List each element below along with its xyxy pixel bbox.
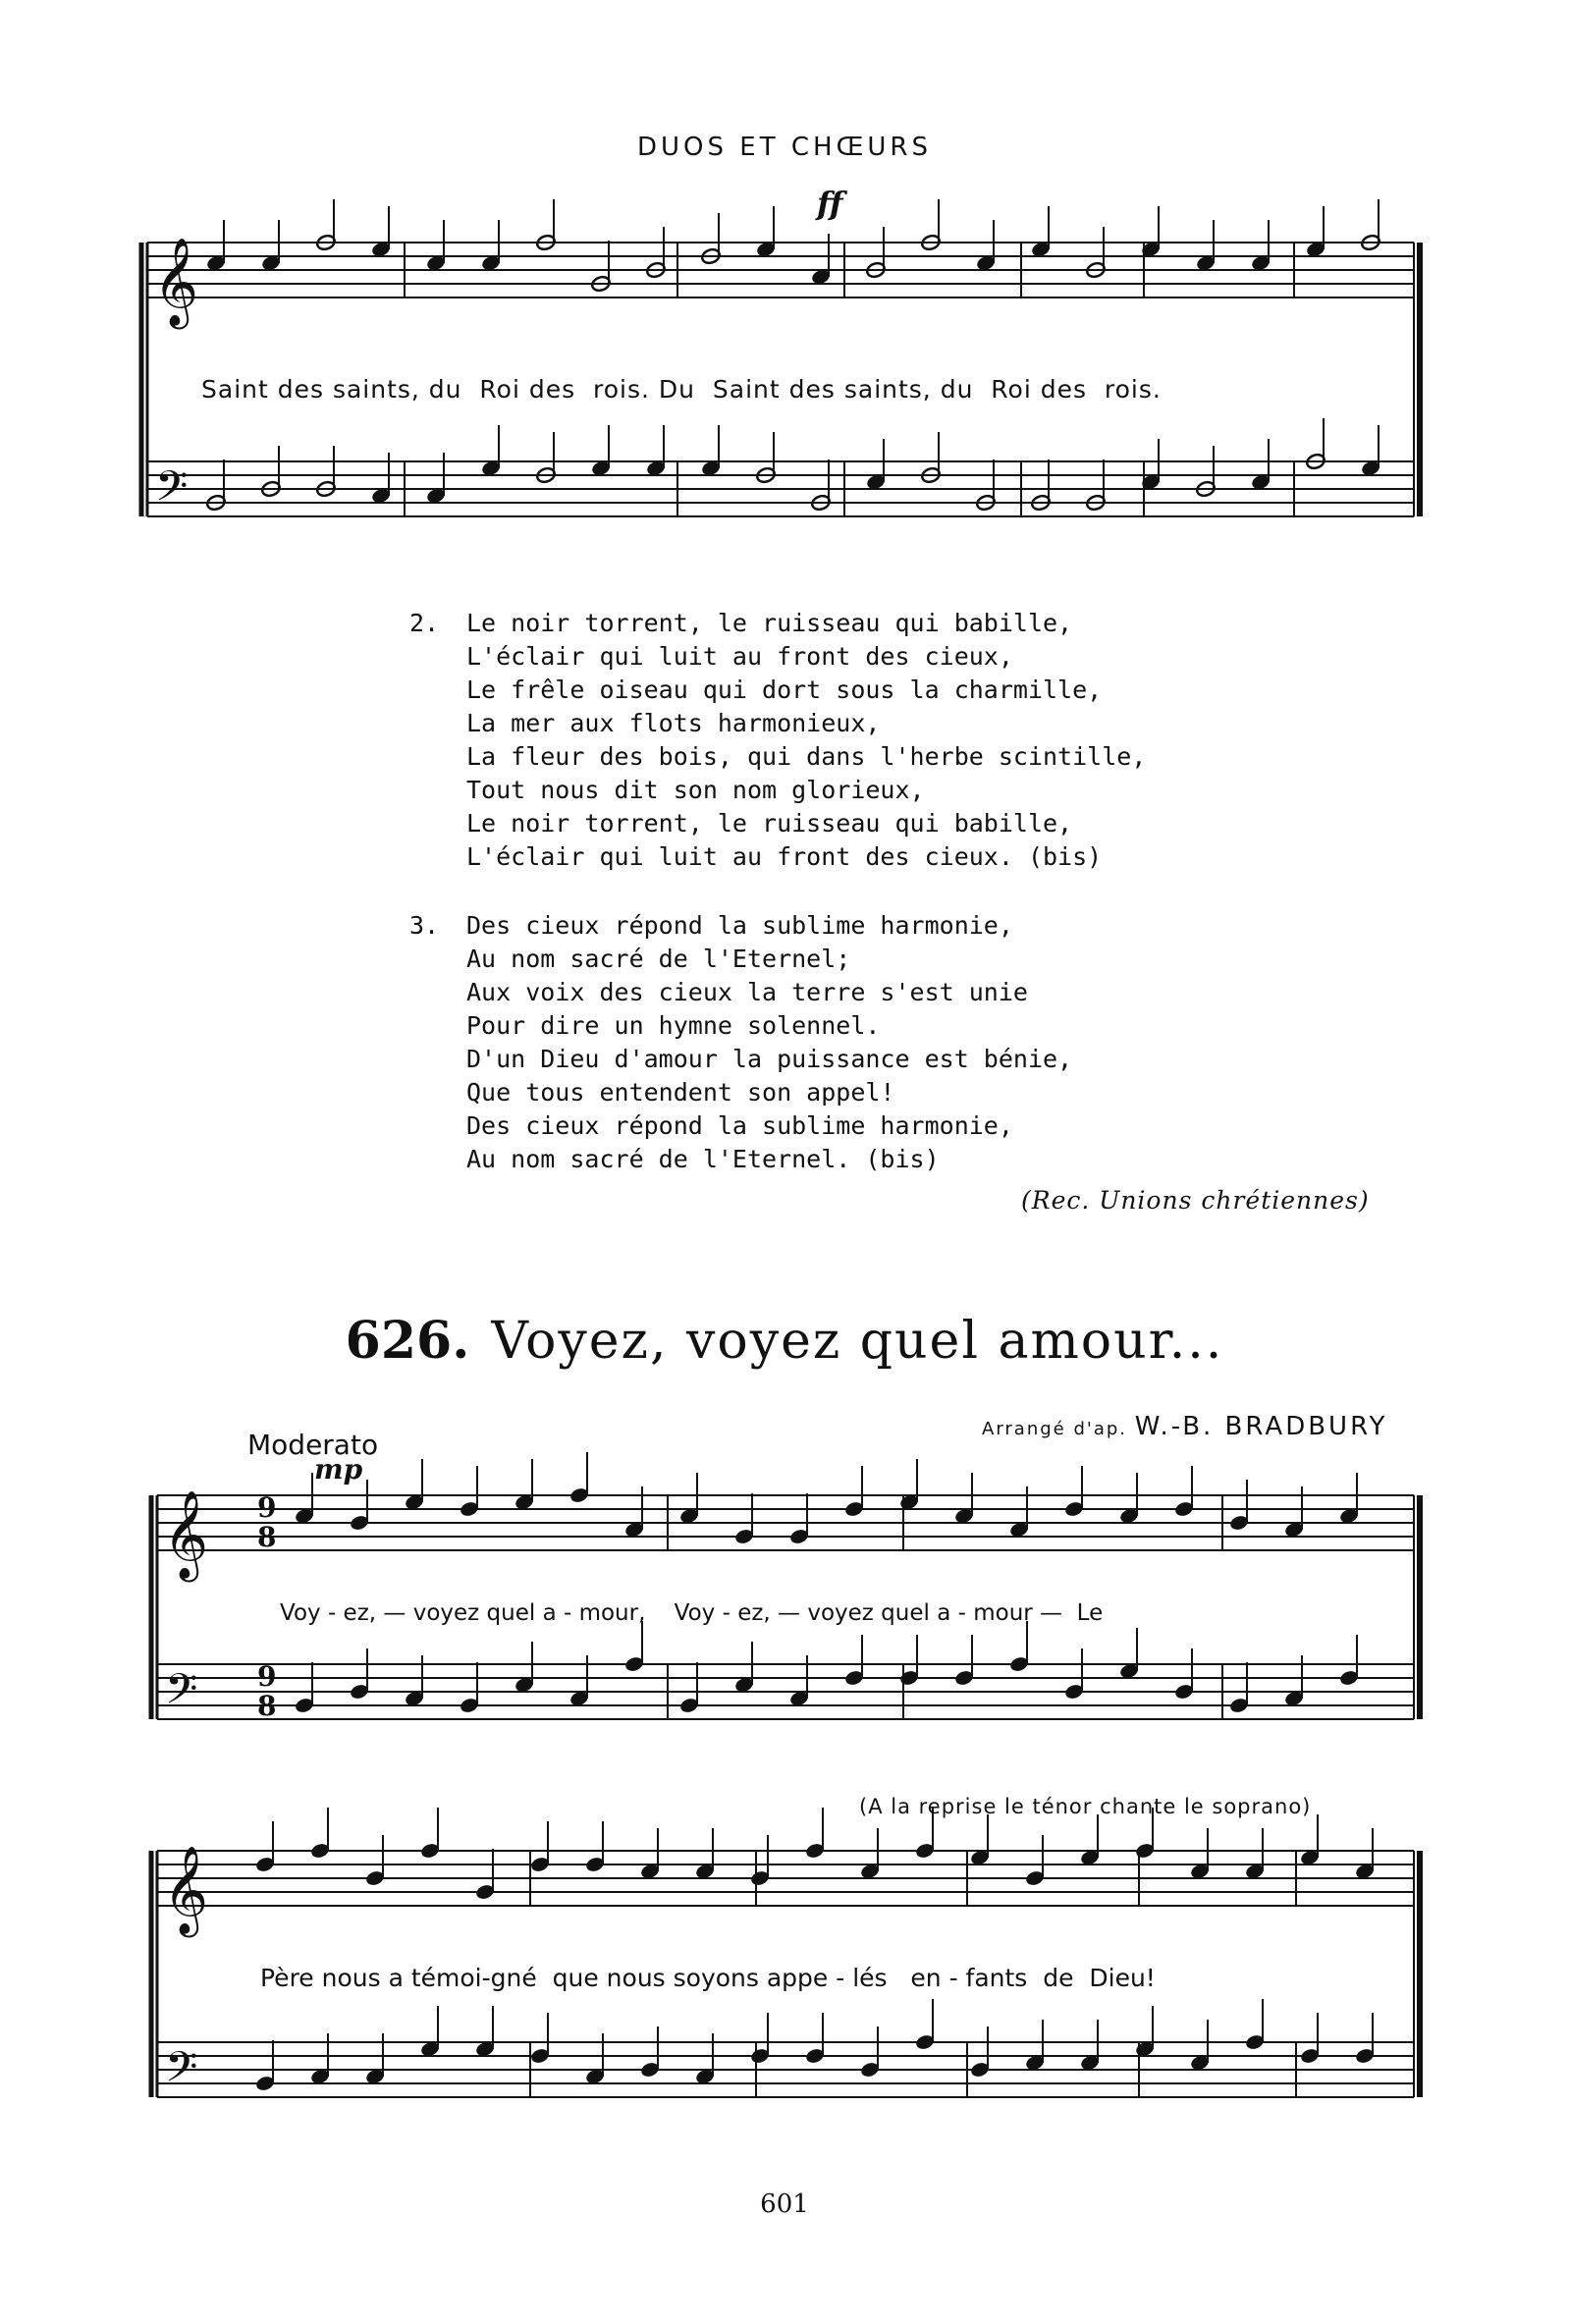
hymn-title: [0, 1311, 1569, 1371]
verse-line: La mer aux flots harmonieux,: [466, 709, 881, 737]
verse-line: Le noir torrent, le ruisseau qui babille,: [466, 609, 1073, 637]
bass-clef-icon: [165, 1665, 197, 1724]
arranger-name: W.-B. BRADBURY: [1134, 1412, 1388, 1441]
verse-line: Aux voix des cieux la terre s'est unie: [466, 978, 1028, 1006]
verse-line: La fleur des bois, qui dans l'herbe scintille,: [466, 742, 1147, 771]
svg-text:𝄢: 𝄢: [165, 1665, 198, 1724]
svg-text:9: 9: [257, 1491, 277, 1524]
treble-clef-icon: [163, 1490, 208, 1583]
verse-line: L'éclair qui luit au front des cieux. (bis): [466, 842, 1103, 871]
svg-text:8: 8: [257, 1521, 277, 1553]
treble-clef-icon: [163, 1846, 208, 1938]
verse-line: D'un Dieu d'amour la puissance est bénie,: [466, 1045, 1073, 1073]
verse-2: [409, 607, 1147, 874]
arranger-prefix: Arrangé d'ap.: [982, 1419, 1128, 1439]
page-number: 601: [760, 2189, 809, 2219]
verse-line: L'éclair qui luit au front des cieux,: [466, 642, 1013, 671]
dynamic-ff: ff: [817, 185, 843, 222]
verse-line: Des cieux répond la sublime harmonie,: [466, 1111, 1013, 1140]
verse-number: 3.: [409, 911, 440, 940]
verse-line: Des cieux répond la sublime harmonie,: [466, 911, 1013, 940]
running-header: DUOS ET CHŒURS: [637, 133, 932, 162]
arranger-credit: [982, 1412, 1387, 1441]
svg-text:9: 9: [257, 1660, 277, 1693]
hymn-number: 626.: [345, 1311, 470, 1371]
system-lyrics-previous: Saint des saints, du Roi des rois. Du Saint des saints, du Roi des rois.: [201, 375, 1162, 404]
source-credit: (Rec. Unions chrétiennes): [1021, 1186, 1370, 1215]
bass-clef-icon: [155, 462, 188, 521]
tempo-marking: Moderato: [247, 1429, 379, 1461]
repeat-instruction: (A la reprise le ténor chante le soprano): [859, 1795, 1312, 1818]
treble-clef-icon: [153, 238, 198, 330]
svg-text:𝄢: 𝄢: [155, 462, 189, 521]
verse-line: Tout nous dit son nom glorieux,: [466, 776, 925, 804]
verse-line: Au nom sacré de l'Eternel;: [466, 945, 851, 973]
verse-3: [409, 909, 1073, 1176]
svg-text:8: 8: [257, 1690, 277, 1722]
verse-line: Le frêle oiseau qui dort sous la charmille,: [466, 676, 1103, 704]
verse-line: Pour dire un hymne solennel.: [466, 1011, 881, 1040]
verse-line: Le noir torrent, le ruisseau qui babille,: [466, 809, 1073, 838]
dynamic-mp: mp: [314, 1453, 363, 1486]
svg-text:𝄢: 𝄢: [165, 2043, 198, 2102]
hymn-title-text: Voyez, voyez quel amour...: [491, 1312, 1224, 1371]
verse-number: 2.: [409, 609, 440, 637]
bass-clef-icon: [165, 2043, 197, 2102]
verse-line: Que tous entendent son appel!: [466, 1078, 895, 1107]
verse-line: Au nom sacré de l'Eternel. (bis): [466, 1145, 940, 1173]
svg-text:𝄞: 𝄞: [153, 238, 199, 326]
system1-lyrics: Voy - ez, — voyez quel a - mour, Voy - ez, — voyez quel a - mour — Le: [280, 1600, 1104, 1626]
svg-text:𝄞: 𝄞: [163, 1490, 209, 1579]
system2-lyrics: Père nous a témoi-gné que nous soyons appe - lés en - fants de Dieu!: [260, 1964, 1156, 1992]
svg-text:𝄞: 𝄞: [163, 1846, 209, 1934]
